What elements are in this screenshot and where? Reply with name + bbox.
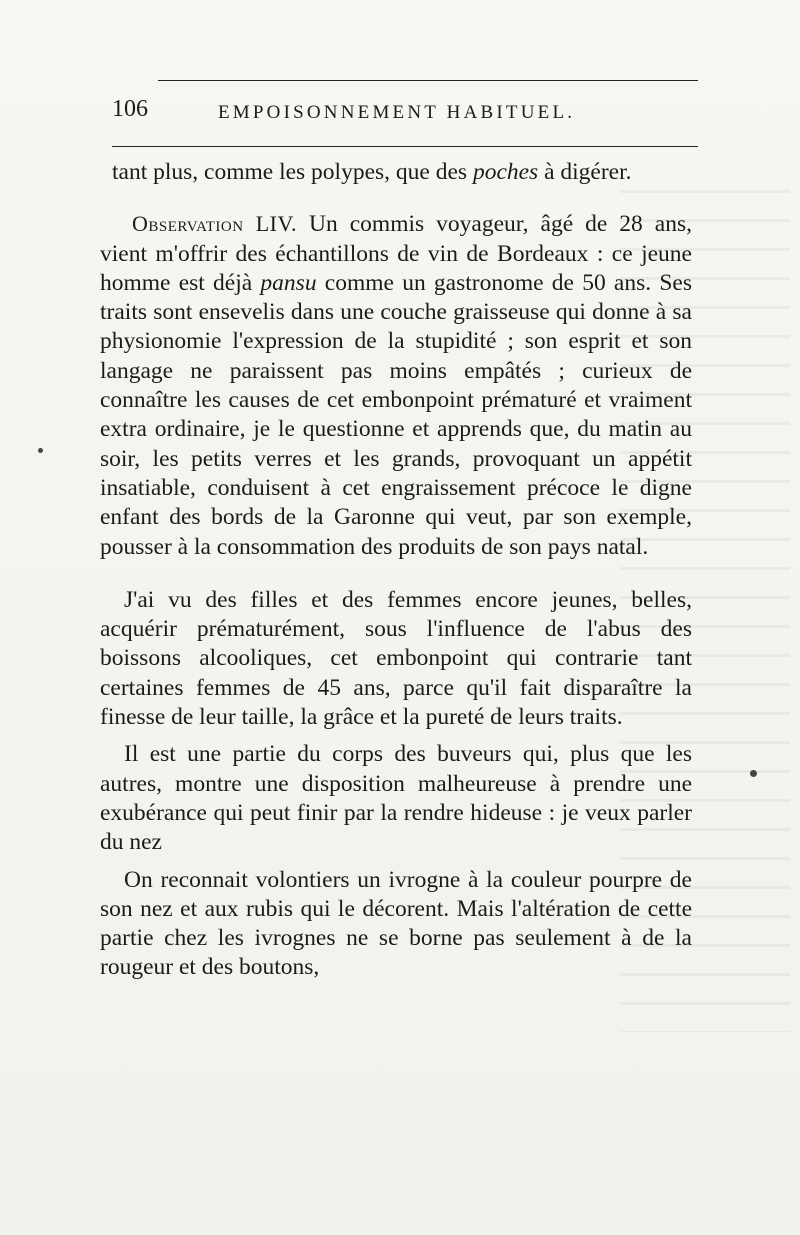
emphasis-pansu: pansu: [260, 269, 317, 296]
page-body: [100, 158, 692, 983]
header-rule: [112, 146, 698, 147]
observation-paragraph: Observation LIV. Un commis voyageur, âgé de 28 ans, vient m'offrir des échantillons de vin de Bordeaux : ce jeune homme est déjà pansu comme un gastronome de 50 ans. Ses traits sont ensevelis dans une couche graisseuse qui donne à sa physionomie l'expression de la stupidité ; son esprit et son langage ne paraissent pas moins empâtés ; curieux de connaître les causes de cet embonpoint prématuré et vraiment extra ordinaire, je le questionne et apprends que, du matin au soir, les petits verres et les grands, provoquant un appétit insatiable, conduisent à cet engraissement précoce le digne enfant des bords de la Garonne qui veut, par son exemple, pousser à la consommation des produits de son pays natal.: [100, 211, 692, 560]
observation-label: Observation LIV.: [132, 211, 298, 237]
paragraph-ivrogne: On reconnait volontiers un ivrogne à la couleur pourpre de son nez et aux rubis qui le décorent. Mais l'altération de cette partie chez les ivrognes ne se borne pas seulement à de la rougeur et des boutons,: [100, 866, 692, 981]
paragraph-continuation: tant plus, comme les polypes, que des poches à digérer.: [112, 159, 632, 185]
running-title: EMPOISONNEMENT HABITUEL.: [218, 102, 576, 123]
top-rule: [158, 80, 698, 81]
page-number: 106: [112, 96, 148, 122]
print-speck: [750, 770, 757, 777]
paragraph-nose: Il est une partie du corps des buveurs qui, plus que les autres, montre une disposition malheureuse à prendre une exubérance qui peut finir par la rendre hideuse : je veux parler du nez: [100, 741, 692, 856]
print-speck: [38, 448, 43, 453]
paragraph-women: J'ai vu des filles et des femmes encore jeunes, belles, acquérir prématurément, sous l'influence de l'abus des boissons alcooliques, cet embonpoint qui contrarie tant certaines femmes de 45 ans, parce qu'il fait disparaître la finesse de leur taille, la grâce et la pureté de leurs traits.: [100, 586, 692, 731]
emphasis-poches: poches: [472, 159, 539, 185]
